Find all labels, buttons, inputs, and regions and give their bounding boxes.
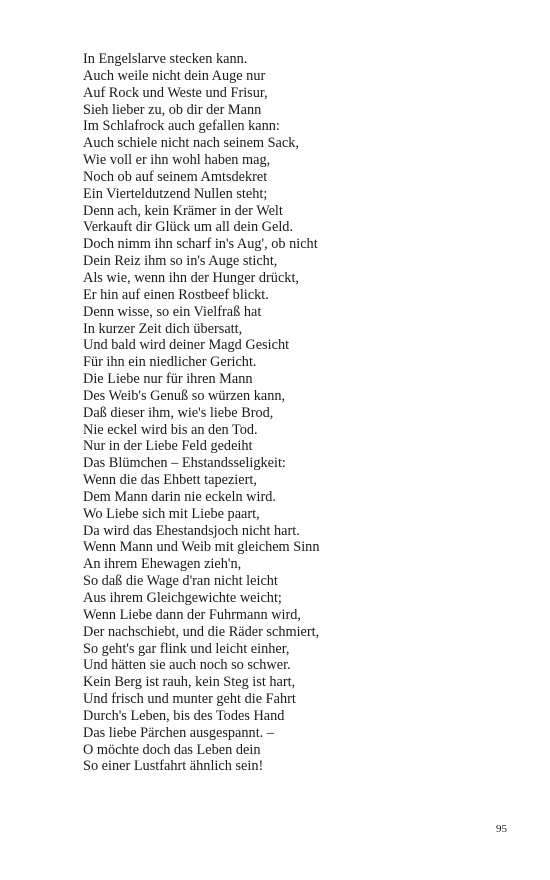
poem-line: Wenn Mann und Weib mit gleichem Sinn <box>83 539 320 556</box>
poem-line: Nie eckel wird bis an den Tod. <box>83 421 258 438</box>
poem-line: Daß dieser ihm, wie's liebe Brod, <box>83 404 274 421</box>
poem-line: Das Blümchen – Ehstandsseligkeit: <box>83 455 286 472</box>
poem-line: So einer Lustfahrt ähnlich sein! <box>83 758 264 775</box>
poem-line: Doch nimm ihn scharf in's Aug', ob nicht <box>83 236 318 253</box>
page-number: 95 <box>496 823 507 835</box>
poem-text <box>83 51 319 775</box>
poem-line: Auch schiele nicht nach seinem Sack, <box>83 135 299 152</box>
poem-line: In Engelslarve stecken kann. <box>83 51 248 67</box>
poem-line: Als wie, wenn ihn der Hunger drückt, <box>83 269 299 286</box>
poem-line: Und frisch und munter geht die Fahrt <box>83 691 296 708</box>
poem-line: So geht's gar flink und leicht einher, <box>83 640 290 657</box>
poem-line: O möchte doch das Leben dein <box>83 741 261 758</box>
poem-line: Und hätten sie auch noch so schwer. <box>83 657 291 674</box>
poem-line: Das liebe Pärchen ausgespannt. – <box>83 724 274 741</box>
poem-line: Wie voll er ihn wohl haben mag, <box>83 152 271 169</box>
poem-line: Noch ob auf seinem Amtsdekret <box>83 168 268 185</box>
poem-line: Die Liebe nur für ihren Mann <box>83 371 253 388</box>
poem-line: Durch's Leben, bis des Todes Hand <box>83 707 285 724</box>
poem-line: Ein Vierteldutzend Nullen steht; <box>83 185 268 202</box>
poem-line: Der nachschiebt, und die Räder schmiert, <box>83 623 320 640</box>
poem-line: Er hin auf einen Rostbeef blickt. <box>83 286 269 303</box>
poem-line: Denn wisse, so ein Vielfraß hat <box>83 303 262 320</box>
poem-line: Für ihn ein niedlicher Gericht. <box>83 354 257 371</box>
poem-line: Im Schlafrock auch gefallen kann: <box>83 118 280 135</box>
poem-line: In kurzer Zeit dich übersatt, <box>83 320 243 337</box>
poem-line: Und bald wird deiner Magd Gesicht <box>83 337 290 354</box>
poem-line: Auch weile nicht dein Auge nur <box>83 67 266 84</box>
poem-line: Wenn Liebe dann der Fuhrmann wird, <box>83 606 302 623</box>
poem-line: Da wird das Ehestandsjoch nicht hart. <box>83 522 300 539</box>
poem-line: Aus ihrem Gleichgewichte weicht; <box>83 590 282 606</box>
poem-line: So daß die Wage d'ran nicht leicht <box>83 573 278 590</box>
poem-line: Des Weib's Genuß so würzen kann, <box>83 387 286 404</box>
poem-line: An ihrem Ehewagen zieh'n, <box>83 556 242 573</box>
poem-line: Verkauft dir Glück um all dein Geld. <box>83 219 294 236</box>
poem-line: Nur in der Liebe Feld gedeiht <box>83 438 253 455</box>
poem-line: Dem Mann darin nie eckeln wird. <box>83 488 276 505</box>
poem-line: Dein Reiz ihm so in's Auge sticht, <box>83 253 278 270</box>
poem-line: Denn ach, kein Krämer in der Welt <box>83 202 283 219</box>
poem-line: Wo Liebe sich mit Liebe paart, <box>83 505 260 522</box>
poem-line: Auf Rock und Weste und Frisur, <box>83 84 268 101</box>
poem-line: Wenn die das Ehbett tapeziert, <box>83 472 257 489</box>
poem-line: Sieh lieber zu, ob dir der Mann <box>83 101 262 118</box>
poem-line: Kein Berg ist rauh, kein Steg ist hart, <box>83 674 296 691</box>
